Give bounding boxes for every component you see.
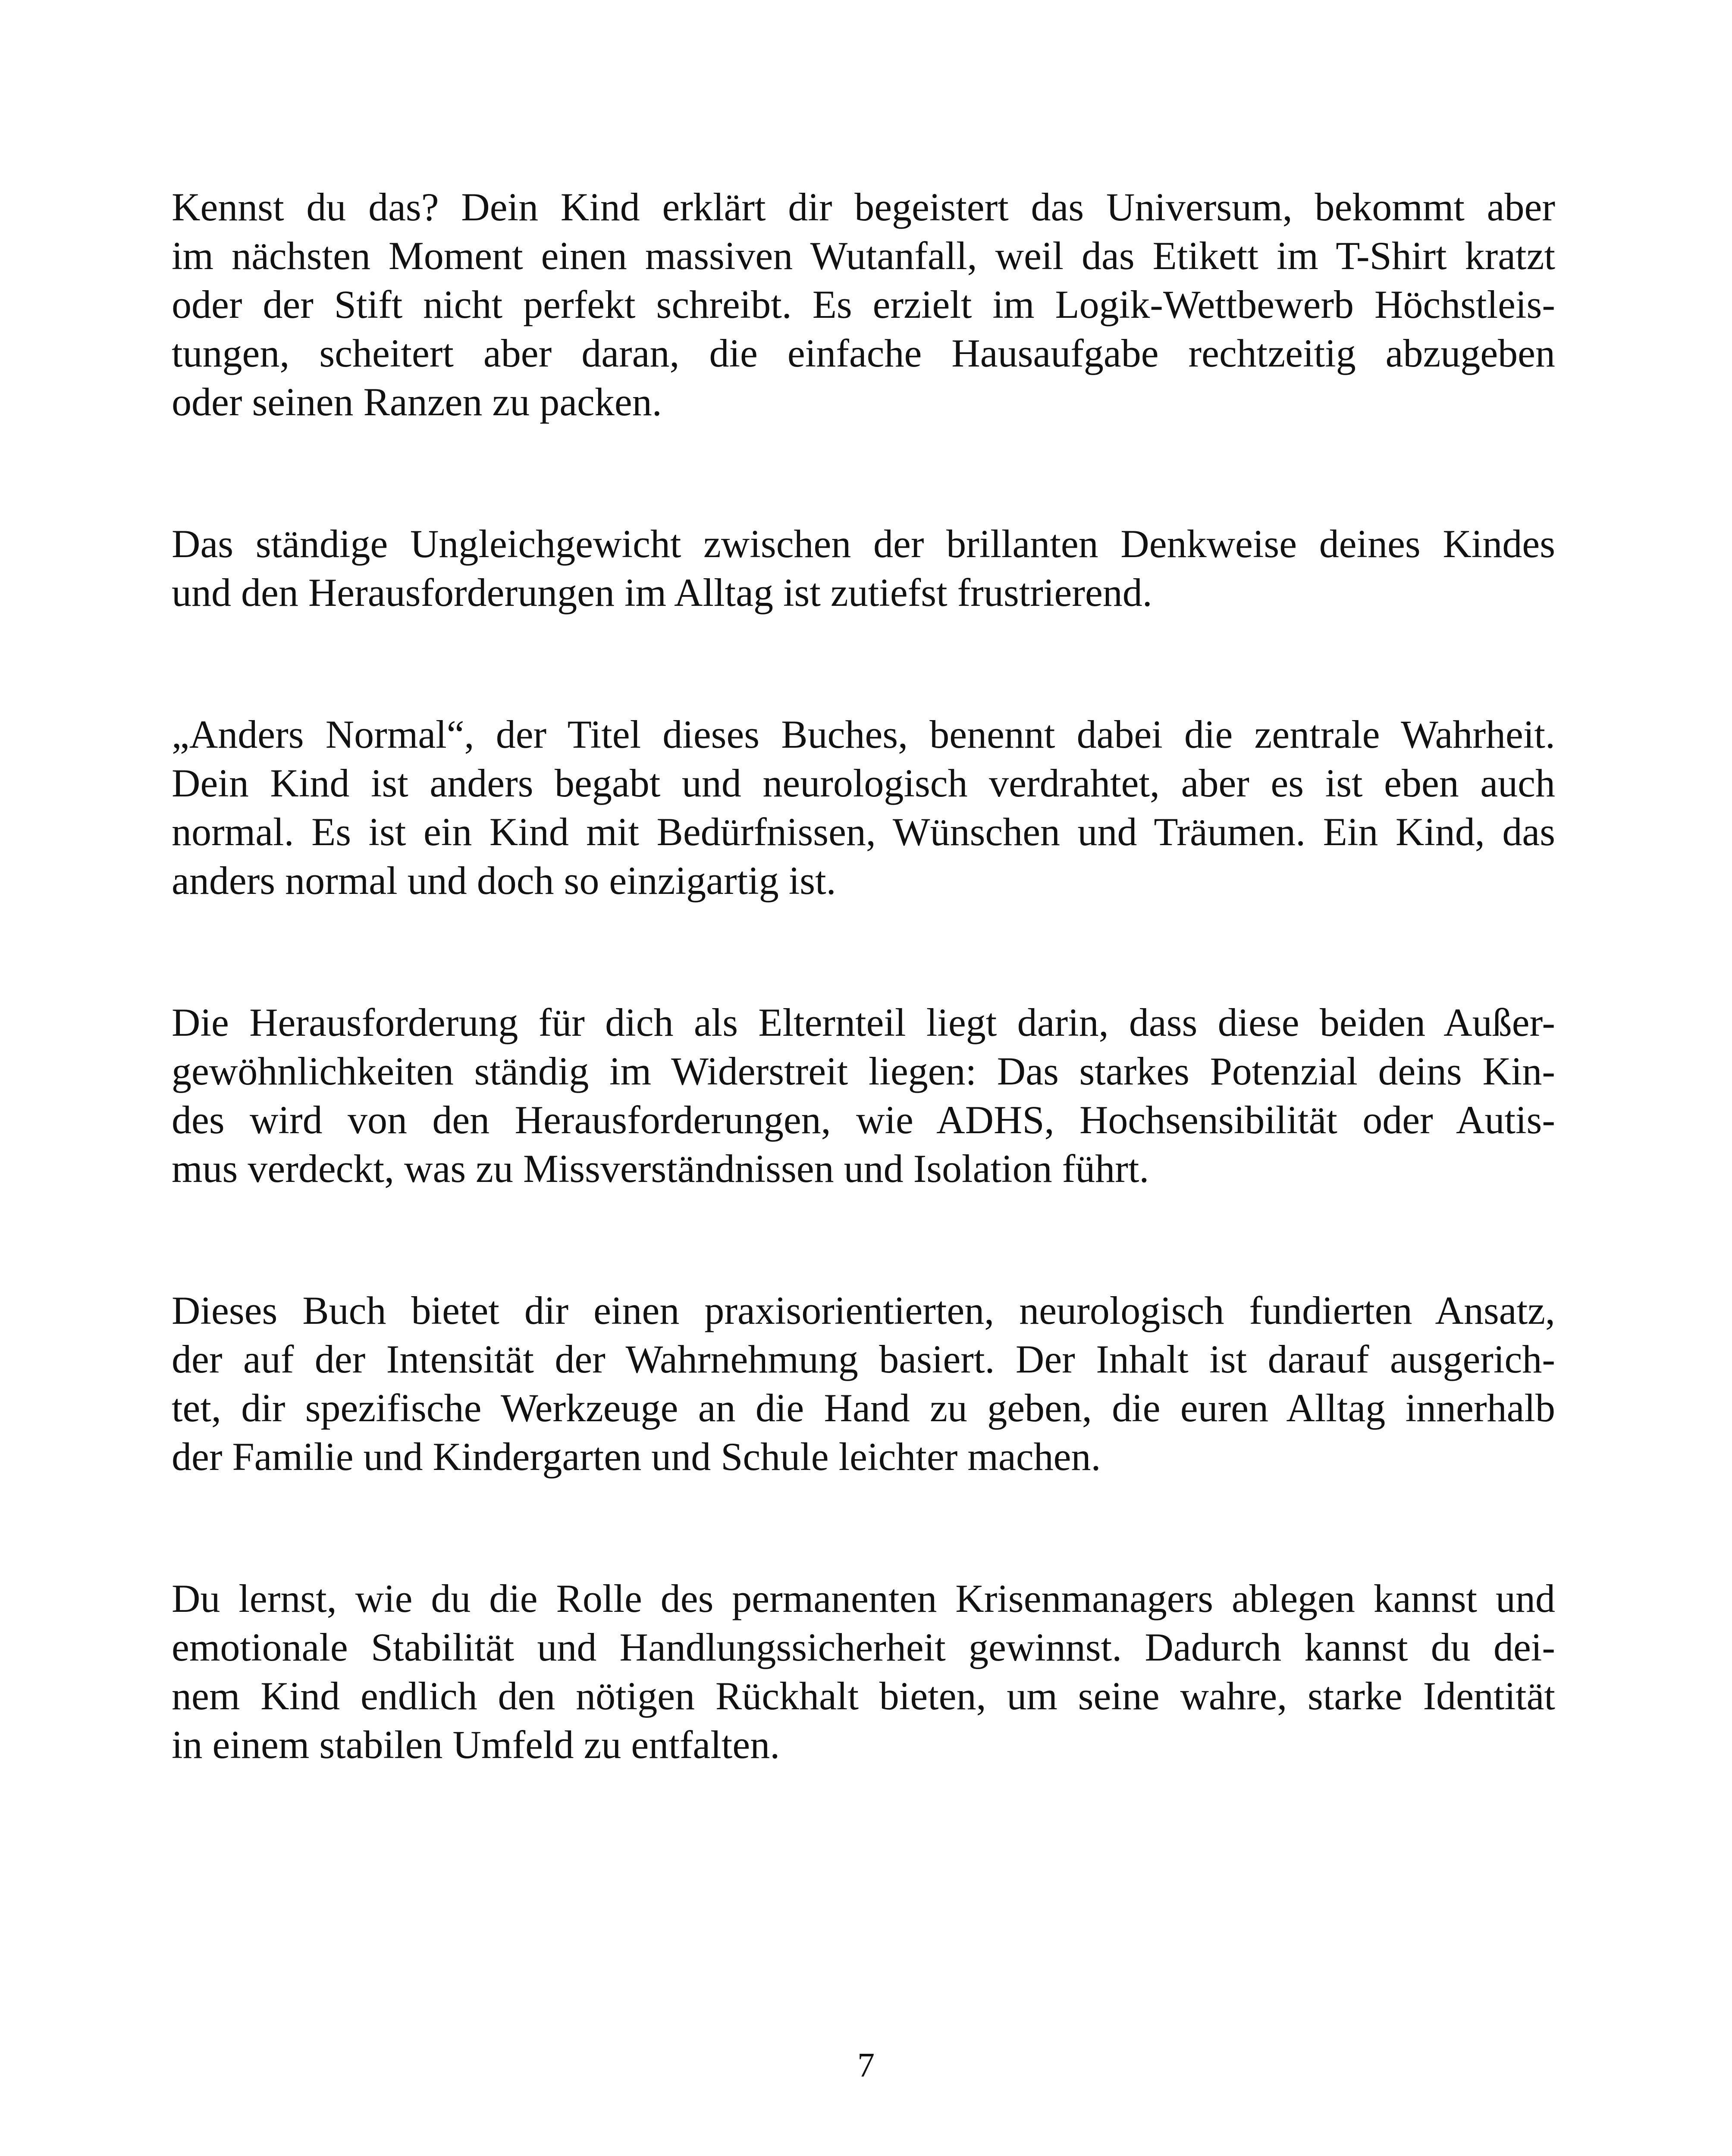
text-line: anders normal und doch so einzigartig ist. — [172, 859, 836, 903]
paragraph-4 — [172, 998, 1555, 1193]
paragraph-5 — [172, 1286, 1555, 1481]
text-line: tungen, scheitert aber daran, die einfache Hausaufgabe rechtzeitig abzugeben — [172, 331, 1555, 375]
text-line: Das ständige Ungleichgewicht zwischen der brillanten Denkweise deines Kindes — [172, 522, 1555, 566]
text-line: nem Kind endlich den nötigen Rückhalt bieten, um seine wahre, starke Identität — [172, 1674, 1555, 1718]
text-line: Dein Kind ist anders begabt und neurologisch verdrahtet, aber es ist eben auch — [172, 761, 1555, 805]
text-line: Kennst du das? Dein Kind erklärt dir begeistert das Universum, bekommt aber — [172, 185, 1555, 229]
text-line: der auf der Intensität der Wahrnehmung basiert. Der Inhalt ist darauf ausgerich- — [172, 1337, 1555, 1381]
text-line: gewöhnlichkeiten ständig im Widerstreit liegen: Das starkes Potenzial deins Kin- — [172, 1049, 1555, 1093]
text-line: „Anders Normal“, der Titel dieses Buches, benennt dabei die zentrale Wahrheit. — [172, 712, 1555, 756]
text-line: normal. Es ist ein Kind mit Bedürfnissen, Wünschen und Träumen. Ein Kind, das — [172, 810, 1555, 854]
page-number: 7 — [857, 2046, 875, 2084]
body-text — [172, 183, 1555, 1862]
text-line: oder seinen Ranzen zu packen. — [172, 380, 662, 424]
text-line: tet, dir spezifische Werkzeuge an die Hand zu geben, die euren Alltag innerhalb — [172, 1386, 1555, 1430]
text-line: emotionale Stabilität und Handlungssicherheit gewinnst. Dadurch kannst du dei- — [172, 1625, 1555, 1669]
paragraph-1 — [172, 183, 1555, 426]
text-line: und den Herausforderungen im Alltag ist zutiefst frustrierend. — [172, 570, 1152, 614]
text-line: im nächsten Moment einen massiven Wutanfall, weil das Etikett im T-Shirt kratzt — [172, 234, 1555, 278]
paragraph-6 — [172, 1574, 1555, 1769]
paragraph-3 — [172, 710, 1555, 905]
text-line: Du lernst, wie du die Rolle des permanenten Krisenmanagers ablegen kannst und — [172, 1576, 1555, 1620]
text-line: Dieses Buch bietet dir einen praxisorientierten, neurologisch fundierten Ansatz, — [172, 1288, 1555, 1332]
text-line: des wird von den Herausforderungen, wie ADHS, Hochsensibilität oder Autis- — [172, 1098, 1555, 1142]
paragraph-2 — [172, 520, 1555, 617]
text-line: mus verdeckt, was zu Missverständnissen und Isolation führt. — [172, 1147, 1149, 1191]
text-line: Die Herausforderung für dich als Elternteil liegt darin, dass diese beiden Außer- — [172, 1000, 1555, 1044]
text-line: der Familie und Kindergarten und Schule leichter machen. — [172, 1435, 1101, 1479]
text-line: in einem stabilen Umfeld zu entfalten. — [172, 1723, 780, 1767]
text-line: oder der Stift nicht perfekt schreibt. Es erzielt im Logik-Wettbewerb Höchstleis- — [172, 282, 1555, 326]
